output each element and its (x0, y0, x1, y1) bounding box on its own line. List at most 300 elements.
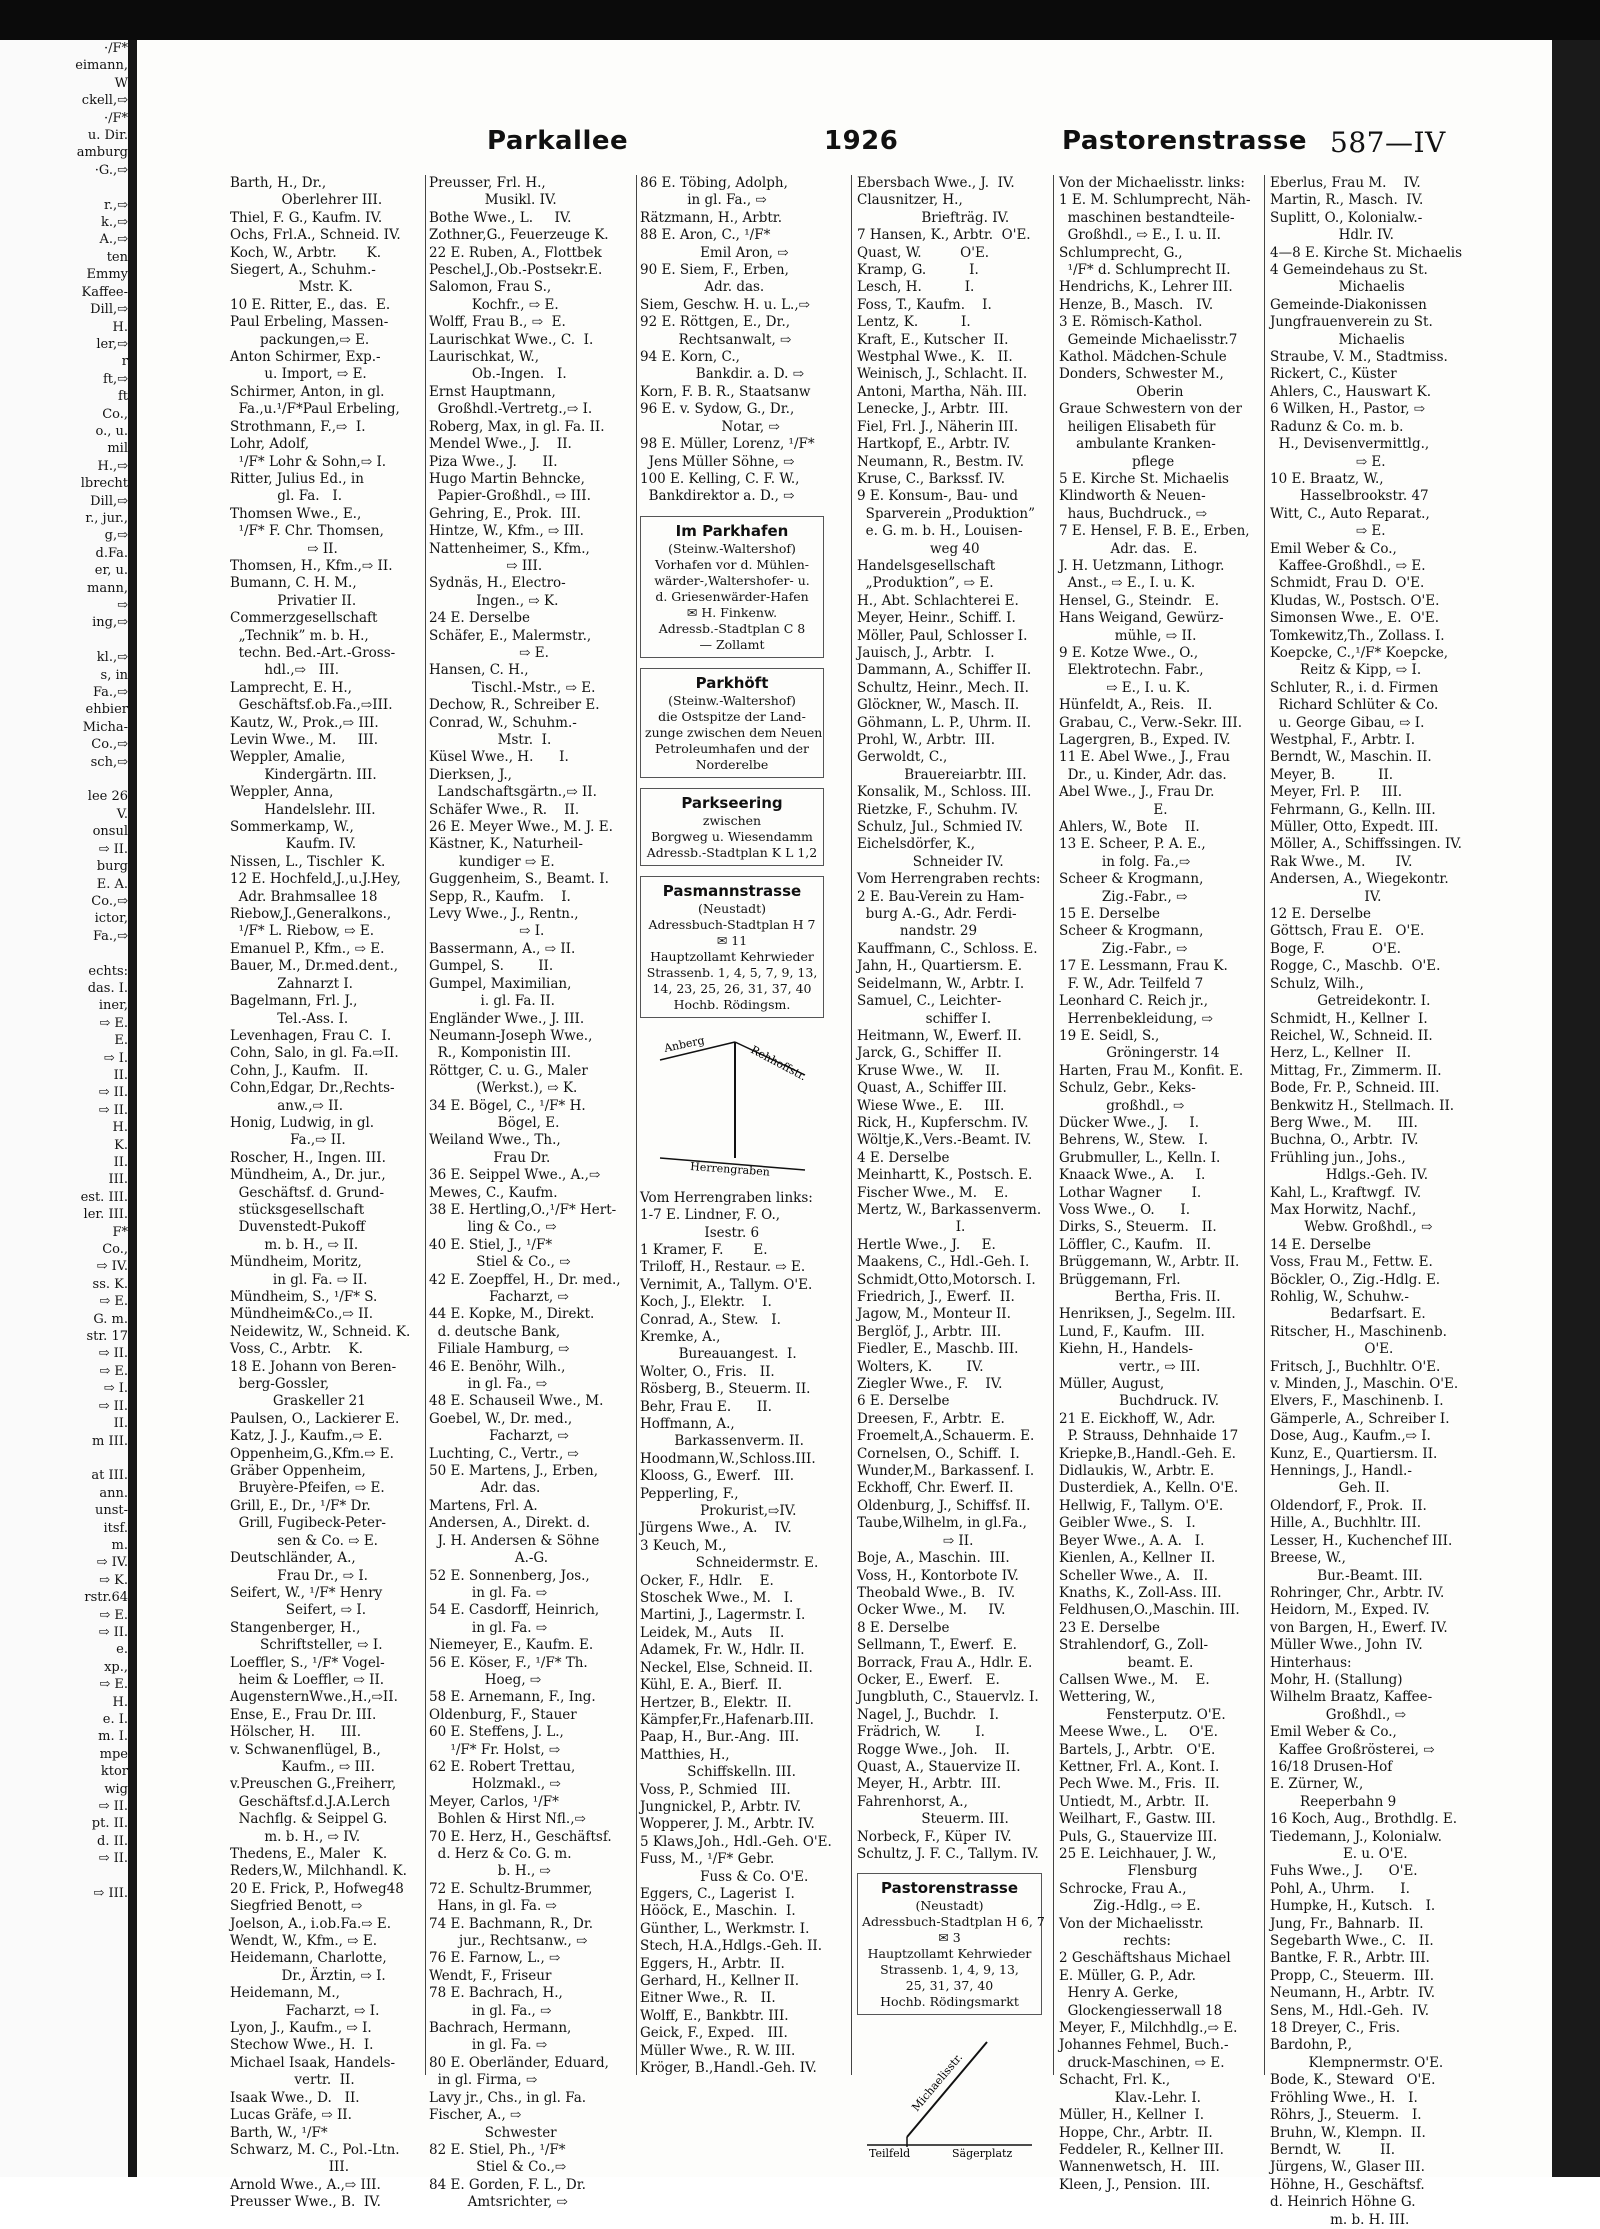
directory-line: Schacht, Frl. K., (1059, 2072, 1171, 2089)
directory-line: Brüggemann, W., Arbtr. II. (1059, 1254, 1240, 1271)
section-info (645, 813, 819, 861)
section-info (645, 692, 823, 773)
prev-page-fragment: r., jur., (85, 510, 128, 526)
directory-line: Webw. Großhdl., ⇨ (1270, 1219, 1433, 1236)
directory-line: Boge, F. O'E. (1270, 940, 1401, 957)
directory-line: Eggers, H., Arbtr. II. (640, 1955, 785, 1972)
prev-page-fragment: ler,⇨ (96, 336, 128, 352)
directory-line: Hugo Martin Behncke, (429, 470, 585, 487)
prev-page-fragment (0, 632, 128, 649)
directory-line: Oldenburg, J., Schiffsf. II. (857, 1497, 1031, 1514)
directory-line: Jungfrauenverein zu St. (1270, 314, 1433, 331)
directory-line: Fuss, M., ¹/F* Gebr. (640, 1851, 775, 1868)
directory-line: Eggers, C., Lagerist I. (640, 1885, 795, 1902)
directory-line: Jauisch, J., Arbtr. I. (857, 644, 995, 661)
directory-line: sen & Co. ⇨ E. (230, 1532, 378, 1549)
directory-line: Handelslehr. III. (230, 801, 376, 818)
directory-line: Hauptzollamt Kehrwieder (650, 948, 814, 964)
directory-line: 60 E. Steffens, J. L., (429, 1724, 564, 1741)
directory-line: wärder-,Waltershofer- u. (654, 572, 810, 588)
directory-line: Lothar Wagner I. (1059, 1184, 1202, 1201)
section-parkseering (640, 788, 824, 866)
directory-line: 16 Koch, Aug., Brothdlg. E. (1270, 1811, 1458, 1828)
directory-line: Levenhagen, Frau C. I. (230, 1027, 392, 1044)
directory-line: Handelsgesellschaft (857, 557, 996, 574)
directory-line: Simonsen Wwe., E. O'E. (1270, 610, 1440, 627)
directory-line: 3 E. Römisch-Kathol. (1059, 314, 1203, 331)
directory-line: Lesser, H., Kuchenchef III. (1270, 1532, 1453, 1549)
directory-line: Wopperer, J. M., Arbtr. IV. (640, 1816, 815, 1833)
directory-line: Kämpfer,Fr.,Hafenarb.III. (640, 1711, 814, 1728)
prev-page-fragment: str. 17 (86, 1329, 128, 1345)
prev-page-fragment: wig (104, 1781, 128, 1797)
directory-line: Anton Schirmer, Exp.- (230, 349, 381, 366)
directory-line: Wunder,M., Barkassenf. I. (857, 1463, 1035, 1480)
directory-line: Kauffmann, C., Schloss. E. (857, 940, 1038, 957)
directory-line: Klav.-Lehr. I. (1059, 2089, 1201, 2106)
directory-line: Bassermann, A., ⇨ II. (429, 940, 576, 957)
directory-line: Fischer Wwe., M. E. (857, 1184, 1009, 1201)
directory-line: Fuhs Wwe., J. O'E. (1270, 1863, 1418, 1880)
directory-line: Kraft, E., Kutscher II. (857, 331, 1009, 348)
directory-line: Schultz, J. F. C., Tallym. IV. (857, 1846, 1039, 1862)
directory-line: Löffler, C., Kaufm. II. (1059, 1236, 1212, 1253)
directory-line: ⇨ E. (1270, 453, 1386, 470)
directory-line: Rösberg, B., Steuerm. II. (640, 1381, 811, 1398)
directory-line: Bode, Fr. P., Schneid. III. (1270, 1080, 1440, 1097)
directory-line: Wendt, F., Friseur (429, 1967, 552, 1984)
directory-line: Frühling jun., Johs., (1270, 1149, 1406, 1166)
directory-line: Henriksen, J., Segelm. III. (1059, 1306, 1236, 1323)
directory-line: Ob.-Ingen. I. (429, 366, 567, 383)
directory-line: Brüggemann, Frl. (1059, 1271, 1181, 1288)
directory-line: H., Abt. Schlachterei E. (857, 592, 1019, 609)
directory-line: Adressbuch-Stadtplan H 7 (648, 916, 816, 932)
directory-line: ✉ H. Finkenw. (686, 604, 778, 620)
directory-line: die Ostspitze der Land- (658, 708, 806, 724)
directory-line: Kästner, K., Naturheil- (429, 836, 583, 853)
column-divider (1053, 175, 1054, 2075)
directory-line: Kaffee Großrösterei, ⇨ (1270, 1741, 1435, 1758)
directory-line: ✉ 3 (938, 1930, 961, 1946)
directory-line: Andersen, A., Wiegekontr. (1270, 871, 1449, 888)
directory-line: 76 E. Farnow, L., ⇨ (429, 1950, 561, 1967)
directory-line: Leonhard C. Reich jr., (1059, 993, 1209, 1010)
column-4 (857, 175, 1045, 2161)
directory-line: Hendrichs, K., Lehrer III. (1059, 279, 1233, 296)
directory-line: Friedrich, J., Ewerf. II. (857, 1289, 1015, 1305)
directory-line: Jürgens Wwe., A. IV. (640, 1520, 792, 1537)
section-info (645, 541, 819, 653)
directory-line: Wiese Wwe., E. III. (857, 1097, 1005, 1114)
directory-line: 62 E. Robert Trettau, (429, 1758, 576, 1775)
directory-line: Möller, A., Schiffssingen. IV. (1270, 836, 1462, 853)
directory-line: Behrens, W., Stew. I. (1059, 1132, 1209, 1149)
directory-line: ✉ 11 (716, 932, 748, 948)
section-info (862, 1898, 1045, 2010)
directory-line: Prohl, W., Arbtr. III. (857, 732, 996, 748)
directory-line: großhdl., ⇨ (1059, 1097, 1185, 1114)
directory-line: Bruyère-Pfeifen, ⇨ E. (230, 1480, 385, 1497)
directory-line: 13 E. Scheer, P. A. E., (1059, 836, 1206, 853)
directory-line: Honig, Ludwig, in gl. (230, 1114, 375, 1131)
directory-line: Neckel, Else, Schneid. II. (640, 1659, 813, 1676)
directory-line: 2 Geschäftshaus Michael (1059, 1950, 1231, 1967)
directory-line: 38 E. Hertling,O.,¹/F* Hert- (429, 1201, 617, 1218)
directory-line: Voss, H., Kontorbote IV. (857, 1567, 1019, 1584)
directory-line: Schluter, R., i. d. Firmen (1270, 679, 1439, 696)
directory-line: 10 E. Braatz, W., (1270, 470, 1384, 487)
directory-line: Vom Herrengraben rechts: (857, 871, 1041, 888)
directory-line: (Steinw.-Waltershof) (668, 692, 796, 708)
directory-line: Klempnermstr. O'E. (1270, 2054, 1444, 2071)
directory-line: Sommerkamp, W., (230, 819, 354, 836)
scan-right-border (1552, 40, 1600, 2177)
directory-line: Dierksen, J., (429, 766, 512, 783)
directory-line: 9 E. Konsum-, Bau- und (857, 488, 1018, 505)
directory-line: Voss Wwe., O. I. (1059, 1201, 1191, 1218)
prev-page-fragment (0, 179, 128, 196)
directory-line: Hdlgs.-Geh. IV. (1270, 1167, 1429, 1184)
map-street-label: Anberg (662, 1033, 706, 1055)
directory-line: Riebow,J.,Generalkons., (230, 906, 392, 923)
directory-line: Thomsen, H., Kfm.,⇨ II. (230, 557, 393, 574)
directory-line: 25 E. Leichhauer, J. W., (1059, 1846, 1217, 1862)
directory-line: Facharzt, ⇨ (429, 1428, 569, 1445)
directory-line: Flensburg (1059, 1863, 1198, 1880)
directory-line: Salomon, Frau S., (429, 279, 552, 296)
directory-line: Johannes Fehmel, Buch.- (1059, 2037, 1229, 2054)
directory-line: maschinen bestandteile- (1059, 209, 1235, 226)
directory-line: Gemeinde-Diakonissen (1270, 296, 1427, 313)
directory-line: Puls, G., Stauervize III. (1059, 1828, 1218, 1845)
directory-line: Mündheim, Moritz, (230, 1254, 362, 1271)
directory-line: in gl. Fa., ⇨ (429, 1376, 548, 1393)
directory-line: Zig.-Fabr., ⇨ (1059, 888, 1188, 905)
directory-line: Rohringer, Chr., Arbtr. IV. (1270, 1584, 1445, 1601)
directory-line: Rickert, C., Küster (1270, 366, 1397, 383)
directory-line: Piza Wwe., J. II. (429, 453, 558, 470)
directory-line: Cornelsen, O., Schiff. I. (857, 1445, 1020, 1462)
directory-line: Kahl, L., Kraftwgf. IV. (1270, 1184, 1422, 1201)
directory-line: A.-G. (429, 1550, 549, 1567)
directory-line: Lund, F., Kaufm. III. (1059, 1323, 1205, 1340)
directory-line: Hölscher, H. III. (230, 1724, 362, 1741)
directory-line: Hinterhaus: (1270, 1654, 1352, 1671)
scan-top-border (0, 0, 1600, 40)
directory-line: (Neustadt) (697, 900, 767, 916)
directory-line: Hünfeldt, A., Reis. II. (1059, 697, 1213, 714)
directory-line: Kaufm., ⇨ III. (230, 1758, 375, 1775)
directory-line: Benkwitz H., Stellmach. II. (1270, 1097, 1455, 1114)
prev-page-fragment: H.,⇨ (97, 458, 128, 474)
directory-line: in gl. Fa., ⇨ (640, 192, 767, 209)
directory-line: 84 E. Gorden, F. L., Dr. (429, 2176, 586, 2193)
directory-line: Bankdir. a. D. ⇨ (640, 366, 805, 383)
directory-line: 86 E. Töbing, Adolph, (640, 175, 788, 191)
directory-line: Martini, J., Lagermstr. I. (640, 1607, 806, 1624)
section-title: Im Parkhafen (675, 521, 789, 540)
directory-line: 72 E. Schultz-Brummer, (429, 1880, 593, 1897)
directory-line: ¹/F* L. Riebow, ⇨ E. (230, 923, 375, 940)
directory-line: Schultz, Heinr., Mech. II. (857, 679, 1029, 696)
directory-line: Antoni, Martha, Näh. III. (857, 383, 1028, 400)
directory-line: Kleen, J., Pension. III. (1059, 2176, 1211, 2193)
directory-line: Emil Weber & Co., (1270, 1724, 1397, 1741)
directory-line: Geschäftsf.d.J.A.Lerch (230, 1793, 391, 1810)
directory-line: v. Minden, J., Maschin. O'E. (1270, 1376, 1459, 1393)
prev-page-fragment: d. II. (97, 1833, 128, 1849)
directory-line: Tel.-Ass. I. (230, 1010, 349, 1027)
directory-line: Westphal Wwe., K. II. (857, 349, 1013, 366)
directory-line: 46 E. Benöhr, Wilh., (429, 1358, 566, 1375)
directory-line: Gumpel, Maximilian, (429, 975, 572, 992)
directory-line: E. Zürner, W., (1270, 1776, 1364, 1793)
directory-line: Voss, C., Arbtr. K. (230, 1341, 363, 1358)
directory-line: Kühl, E. A., Bierf. II. (640, 1677, 783, 1694)
directory-line: F. W., Adr. Teilfeld 7 (1059, 975, 1204, 992)
directory-line: Müller, Otto, Expedt. III. (1270, 819, 1439, 836)
directory-line: Schneider IV. (857, 853, 1004, 870)
prev-page-fragment: s, in (100, 667, 128, 683)
directory-line: — Zollamt (699, 636, 765, 652)
directory-line: Rätzmann, H., Arbtr. (640, 209, 783, 226)
directory-line: E. u. O'E. (1270, 1846, 1408, 1862)
directory-line: Fehrmann, G., Kelln. III. (1270, 801, 1436, 818)
directory-line: Gemeinde Michaelisstr.7 (1059, 331, 1238, 348)
directory-line: 78 E. Bachrach, H., (429, 1985, 563, 2002)
directory-line: Engländer Wwe., J. III. (429, 1010, 585, 1027)
directory-line: Vernimit, A., Tallym. O'E. (640, 1276, 813, 1293)
directory-line: Siegert, A., Schuhm.- (230, 262, 376, 279)
directory-line: Ingen., ⇨ K. (429, 592, 559, 609)
directory-line: Müller Wwe., John IV. (1270, 1637, 1423, 1654)
prev-page-fragment: Co., (102, 1242, 128, 1258)
directory-line: Thedens, E., Maler K. (230, 1846, 388, 1862)
prev-page-fragment: kl.,⇨ (96, 650, 128, 666)
prev-page-fragment: Fa.,⇨ (92, 685, 128, 701)
directory-line: Lucas Gräfe, ⇨ II. (230, 2107, 352, 2124)
directory-line: Hdlr. IV. (1270, 227, 1394, 244)
prev-page-fragment: rstr.64 (84, 1590, 128, 1606)
directory-line: Martens, Frl. A. (429, 1497, 538, 1514)
directory-line: Dechow, R., Schreiber E. (429, 697, 600, 714)
directory-line: Brauereiarbtr. III. (857, 766, 1027, 783)
section-title: Parkseering (681, 793, 783, 812)
directory-line: Gröningerstr. 14 (1059, 1045, 1220, 1062)
directory-line: Preusser Wwe., B. IV. (230, 2194, 381, 2211)
directory-line: Glöckner, W., Masch. II. (857, 697, 1020, 714)
directory-line: 7 Hansen, K., Arbtr. O'E. (857, 227, 1031, 244)
directory-line: i. gl. Fa. II. (429, 993, 555, 1010)
directory-line: Propp, C., Steuerm. III. (1270, 1967, 1435, 1984)
directory-line: Thiel, F. G., Kaufm. IV. (230, 209, 383, 226)
directory-line: Landschaftsgärtn.,⇨ II. (429, 784, 597, 801)
directory-line: Ocker Wwe., M. IV. (857, 1602, 1006, 1619)
directory-line: Bothe Wwe., L. IV. (429, 209, 572, 226)
directory-line: Anst., ⇨ E., I. u. K. (1059, 575, 1196, 592)
directory-line: 100 E. Kelling, C. F. W., (640, 470, 800, 487)
directory-line: druck-Maschinen, ⇨ E. (1059, 2054, 1225, 2071)
directory-line: Oldenburg, F., Stauer (429, 1706, 577, 1723)
directory-line: 88 E. Aron, C., ¹/F* (640, 227, 771, 244)
directory-line: rechts: (1059, 1933, 1171, 1950)
directory-line: Michaelis (1270, 279, 1405, 296)
directory-line: Weinisch, J., Schlacht. II. (857, 366, 1028, 383)
directory-line: Korn, F. B. R., Staatsanw (640, 383, 811, 400)
prev-page-fragment: das. I. (87, 980, 128, 996)
prev-page-fragment: E. (114, 1033, 128, 1049)
directory-line: Schmidt,Otto,Motorsch. I. (857, 1271, 1036, 1288)
directory-line: Schirmer, Anton, in gl. (230, 383, 385, 400)
directory-line: Reders,W., Milchhandl. K. (230, 1863, 407, 1880)
directory-line: Callsen Wwe., M. E. (1059, 1671, 1210, 1688)
directory-line: Küsel Wwe., H. I. (429, 749, 569, 766)
directory-line: Heidemann, Charlotte, (230, 1950, 387, 1967)
directory-line: Guggenheim, S., Beamt. I. (429, 871, 609, 888)
prev-page-fragment: Co.,⇨ (91, 893, 128, 909)
prev-page-fragment: ft (117, 389, 128, 405)
directory-line: 3 Keuch, M., (640, 1537, 727, 1554)
directory-line: Kriepke,B.,Handl.-Geh. E. (1059, 1445, 1236, 1462)
prev-page-fragment: sch,⇨ (90, 754, 128, 770)
prev-page-fragment: W (114, 75, 128, 91)
directory-line: Dirks, S., Steuerm. II. (1059, 1219, 1217, 1236)
directory-line: Gerwoldt, C., (857, 749, 948, 766)
directory-line: Geschäftsf. d. Grund- (230, 1184, 385, 1201)
directory-line: Reichel, W., Schneid. II. (1270, 1027, 1433, 1044)
directory-line: heiligen Elisabeth für (1059, 418, 1216, 435)
prev-page-fragment: xp., (104, 1659, 128, 1675)
directory-line: Donders, Schwester M., (1059, 366, 1224, 383)
directory-line: 10 E. Ritter, E., das. E. (230, 296, 391, 313)
directory-line: Kunz, E., Quartiersm. II. (1270, 1445, 1438, 1462)
prev-page-fragment: ⇨ I. (103, 1050, 128, 1066)
directory-line: 82 E. Stiel, Ph., ¹/F* (429, 2141, 566, 2158)
directory-line: 42 E. Zoepffel, H., Dr. med., (429, 1271, 621, 1288)
directory-line: Koch, W., Arbtr. K. (230, 244, 382, 261)
directory-line: Max Horwitz, Nachf., (1270, 1201, 1417, 1218)
directory-line: v.Preuschen G.,Freiherr, (230, 1776, 397, 1793)
directory-line: 23 E. Derselbe (1059, 1619, 1161, 1636)
directory-line: Privatier II. (230, 592, 357, 609)
directory-line: Wettering, W., (1059, 1689, 1156, 1706)
directory-line: Voss, Frau M., Fettw. E. (1270, 1254, 1433, 1271)
directory-line: Kiehn, H., Handels- (1059, 1341, 1193, 1358)
directory-line: Wolters, K. IV. (857, 1358, 984, 1375)
directory-line: Borrack, Frau A., Hdlr. E. (857, 1654, 1033, 1671)
directory-line: Hille, A., Buchhltr. III. (1270, 1515, 1422, 1532)
prev-page-fragment: er, u. (94, 563, 128, 579)
directory-line: Schriftsteller, ⇨ I. (230, 1637, 383, 1654)
directory-line: Hensel, G., Steindr. E. (1059, 592, 1220, 609)
directory-line: Hellwig, F., Tallym. O'E. (1059, 1497, 1224, 1514)
directory-line: Joelson, A., i.ob.Fa.⇨ E. (230, 1915, 392, 1932)
directory-line: Mittag, Fr., Zimmerm. II. (1270, 1062, 1442, 1079)
directory-line: Filiale Hamburg, ⇨ (429, 1341, 570, 1358)
directory-line: Ritter, Julius Ed., in (230, 470, 364, 487)
directory-line: Stech, H.A.,Hdlgs.-Geh. II. (640, 1938, 823, 1955)
directory-line: Neidewitz, W., Schneid. K. (230, 1323, 411, 1340)
directory-line: Pech Wwe. M., Fris. II. (1059, 1776, 1220, 1793)
header-year: 1926 (824, 126, 899, 156)
directory-line: 19 E. Seidl, S., (1059, 1027, 1160, 1044)
directory-line: hdl.,⇨ III. (230, 662, 340, 679)
prev-page-fragment: ⇨ E. (99, 1294, 128, 1310)
directory-line: 7 E. Hensel, F. B. E., Erben, (1059, 523, 1250, 540)
prev-page-fragment (0, 945, 128, 962)
directory-line: Mündheim&Co.,⇨ II. (230, 1306, 374, 1323)
directory-line: Clausnitzer, H., (857, 192, 963, 209)
directory-line: Mewes, C., Kaufm. (429, 1184, 558, 1201)
directory-line: Bachrach, Hermann, (429, 2020, 572, 2037)
directory-line: Jürgens, W., Glaser III. (1270, 2159, 1425, 2176)
map-street-label: Sägerplatz (952, 2147, 1013, 2161)
directory-line: (Neustadt) (915, 1898, 984, 1914)
directory-line: Jahn, H., Quartiersm. E. (857, 958, 1022, 975)
directory-line: Facharzt, ⇨ I. (230, 2002, 380, 2019)
directory-line: Heidemann, M., (230, 1985, 340, 2002)
directory-line: Weiland Wwe., Th., (429, 1132, 561, 1149)
directory-line: Frädrich, W. I. (857, 1724, 985, 1741)
directory-line: Kludas, W., Postsch. O'E. (1270, 592, 1440, 609)
directory-line: Emil Weber & Co., (1270, 540, 1397, 557)
prev-page-fragment: Co.,⇨ (91, 737, 128, 753)
prev-page-fragment: ⇨ E. (99, 1677, 128, 1693)
header-street-right: Pastorenstrasse (1062, 126, 1307, 156)
directory-line: O'E. (1270, 1341, 1394, 1358)
directory-line: Großhdl.-Vertretg.,⇨ I. (429, 401, 593, 418)
directory-line: Isestr. 6 (640, 1224, 760, 1241)
prev-page-fragment: A.,⇨ (99, 232, 128, 248)
directory-line: I. (857, 1219, 966, 1236)
directory-line: Feldhusen,O.,Maschin. III. (1059, 1602, 1240, 1619)
directory-line: Bauer, M., Dr.med.dent., (230, 958, 399, 975)
directory-line: stücksgesellschaft (230, 1201, 365, 1218)
directory-line: Beyer Wwe., A. A. I. (1059, 1532, 1205, 1549)
directory-line: Petroleumhafen und der (654, 740, 810, 756)
prev-page-fragment: o., u. (95, 423, 128, 439)
directory-line: Richard Schlüter & Co. (1270, 697, 1439, 714)
directory-line: Scheer & Krogmann, (1059, 923, 1204, 940)
directory-line: Fritsch, J., Buchhltr. O'E. (1270, 1358, 1441, 1375)
prev-page-fragment: g,⇨ (104, 528, 128, 544)
directory-line: (Werkst.), ⇨ K. (429, 1080, 578, 1097)
prev-page-fragment: d.Fa. (95, 545, 128, 561)
directory-line: Röhrs, J., Steuerm. I. (1270, 2107, 1422, 2124)
directory-line: Ahlers, C., Hauswart K. (1270, 383, 1432, 400)
prev-page-fragment: burg (96, 859, 128, 875)
directory-line: 15 E. Derselbe (1059, 906, 1161, 923)
directory-line: d. Heinrich Höhne G. (1270, 2194, 1416, 2211)
directory-line: Mstr. K. (230, 279, 353, 296)
prev-page-fragment: ⇨ III. (93, 1886, 128, 1902)
directory-line: Vorhafen vor d. Mühlen- (655, 556, 809, 572)
directory-line: 20 E. Frick, P., Hofweg48 (230, 1880, 404, 1897)
column-divider (636, 175, 637, 2075)
directory-line: Bardohn, P., (1270, 2037, 1353, 2054)
directory-line: Foss, T., Kaufm. I. (857, 296, 992, 313)
directory-line: Schwarz, M. C., Pol.-Ltn. (230, 2141, 400, 2158)
directory-line: Dammann, A., Schiffer II. (857, 662, 1032, 679)
directory-line: Hoppe, Chr., Arbtr. II. (1059, 2124, 1213, 2141)
directory-line: Zothner,G., Feuerzeuge K. (429, 227, 609, 244)
directory-line: 6 E. Derselbe (857, 1393, 950, 1410)
directory-line: III. (230, 2159, 349, 2176)
directory-line: Neumann, H., Arbtr. IV. (1270, 1985, 1436, 2002)
prev-page-fragment: lbrecht (80, 476, 128, 492)
directory-line: 92 E. Röttgen, E., Dr., (640, 314, 791, 331)
